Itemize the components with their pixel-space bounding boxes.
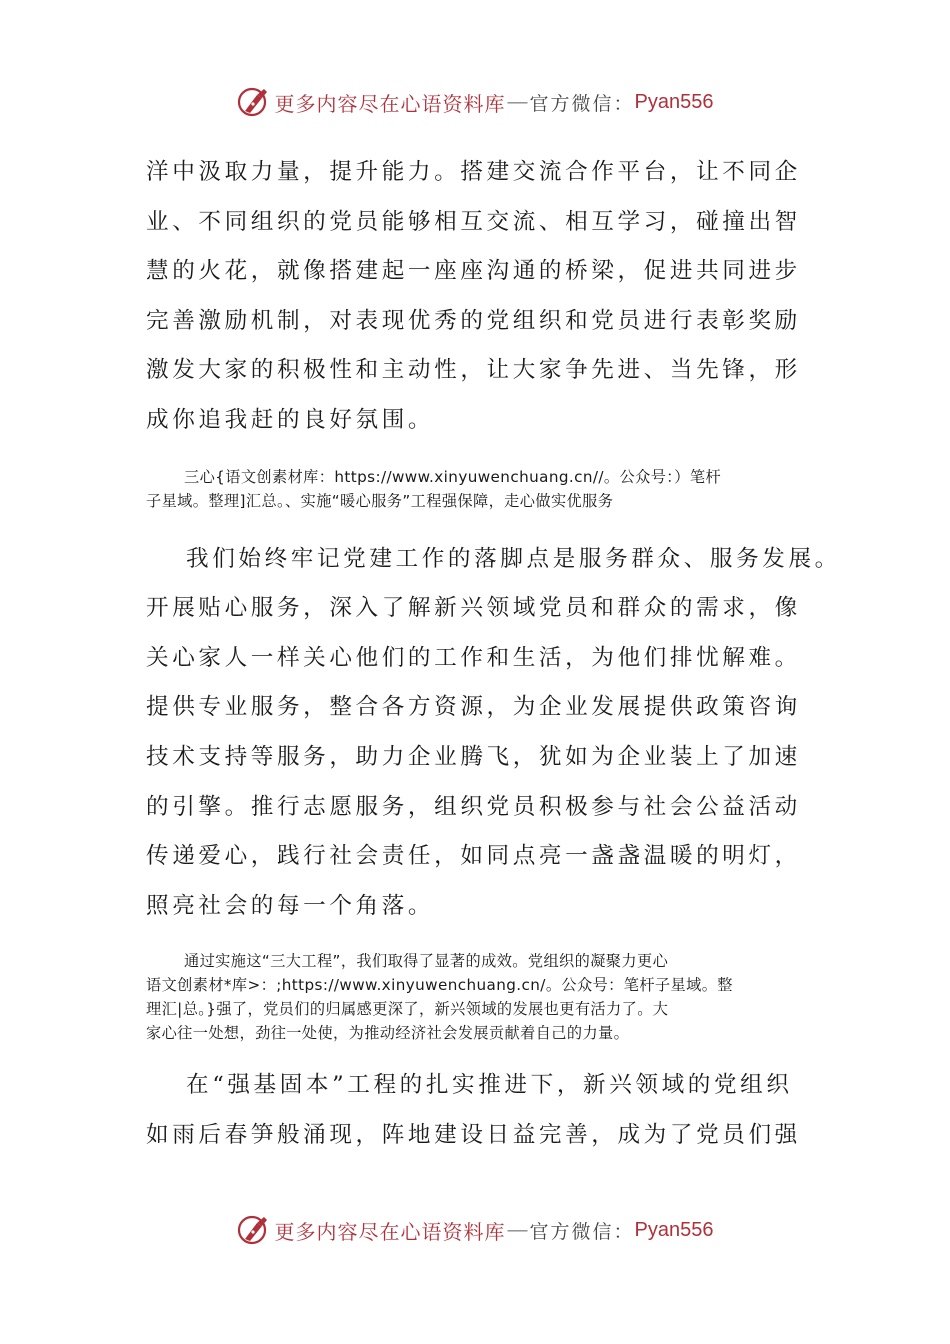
note-line: 理汇|总。}强了，党员们的归属感更深了，新兴领域的发展也更有活力了。大 xyxy=(146,1000,669,1019)
text-line: 业、不同组织的党员能够相互交流、相互学习，碰撞出智 xyxy=(146,208,801,235)
footer-banner xyxy=(0,1210,950,1250)
header-banner xyxy=(0,82,950,122)
paragraph-strengthen-foundation xyxy=(146,1061,808,1160)
document-body xyxy=(146,148,841,1161)
text-line: 成你追我赶的良好氛围。 xyxy=(146,406,435,433)
banner-title: 更多内容尽在心语资料库 xyxy=(274,1219,506,1244)
banner-separator: — xyxy=(507,1218,528,1241)
banner-wechat-id: Pyan556 xyxy=(634,90,714,113)
text-line: 如雨后春笋般涌现，阵地建设日益完善，成为了党员们强 xyxy=(146,1121,801,1148)
text-line: 激发大家的积极性和主动性，让大家争先进、当先锋，形 xyxy=(146,357,801,384)
note-line: 三心{语文创素材库：https://www.xinyuwenchuang.cn//。公众号：）笔杆 xyxy=(184,467,722,486)
note-service-heading xyxy=(146,465,808,513)
paragraph-incentive xyxy=(146,148,808,446)
text-line: 我们始终牢记党建工作的落脚点是服务群众、服务发展。 xyxy=(186,545,841,572)
pen-nib-logo-icon xyxy=(237,1213,271,1247)
note-line: 语文创素材*库>：;https://www.xinyuwenchuang.cn/。公众号：笔杆子星域。整 xyxy=(146,976,733,995)
banner-title: 更多内容尽在心语资料库 xyxy=(274,91,506,116)
text-line: 照亮社会的每一个角落。 xyxy=(146,892,435,919)
text-line: 关心家人一样关心他们的工作和生活，为他们排忧解难。 xyxy=(146,644,801,671)
text-line: 的引擎。推行志愿服务，组织党员积极参与社会公益活动 xyxy=(146,793,801,820)
note-line: 通过实施这“三大工程”，我们取得了显著的成效。党组织的凝聚力更心 xyxy=(184,952,669,971)
paragraph-warm-service xyxy=(146,535,841,932)
banner-wechat-label: 官方微信： xyxy=(529,1220,635,1243)
banner-wechat-label: 官方微信： xyxy=(529,92,635,115)
note-results xyxy=(146,949,808,1045)
note-line: 子星域。整理]汇总。、实施“暖心服务”工程强保障，走心做实优服务 xyxy=(146,491,614,510)
text-line: 洋中汲取力量，提升能力。搭建交流合作平台，让不同企 xyxy=(146,159,801,185)
banner-separator: — xyxy=(507,90,528,113)
pen-nib-logo-icon xyxy=(237,85,271,119)
text-line: 在“强基固本”工程的扎实推进下，新兴领域的党组织 xyxy=(186,1072,793,1099)
text-line: 技术支持等服务，助力企业腾飞，犹如为企业装上了加速 xyxy=(146,743,801,770)
text-line: 开展贴心服务，深入了解新兴领域党员和群众的需求，像 xyxy=(146,595,801,622)
text-line: 提供专业服务，整合各方资源，为企业发展提供政策咨询 xyxy=(146,694,801,721)
text-line: 完善激励机制，对表现优秀的党组织和党员进行表彰奖励 xyxy=(146,307,801,334)
banner-wechat-id: Pyan556 xyxy=(634,1218,714,1241)
text-line: 慧的火花，就像搭建起一座座沟通的桥梁，促进共同进步 xyxy=(146,258,801,285)
text-line: 传递爱心，践行社会责任，如同点亮一盏盏温暖的明灯， xyxy=(146,843,801,870)
note-line: 家心往一处想，劲往一处使，为推动经济社会发展贡献着自己的力量。 xyxy=(146,1024,630,1043)
